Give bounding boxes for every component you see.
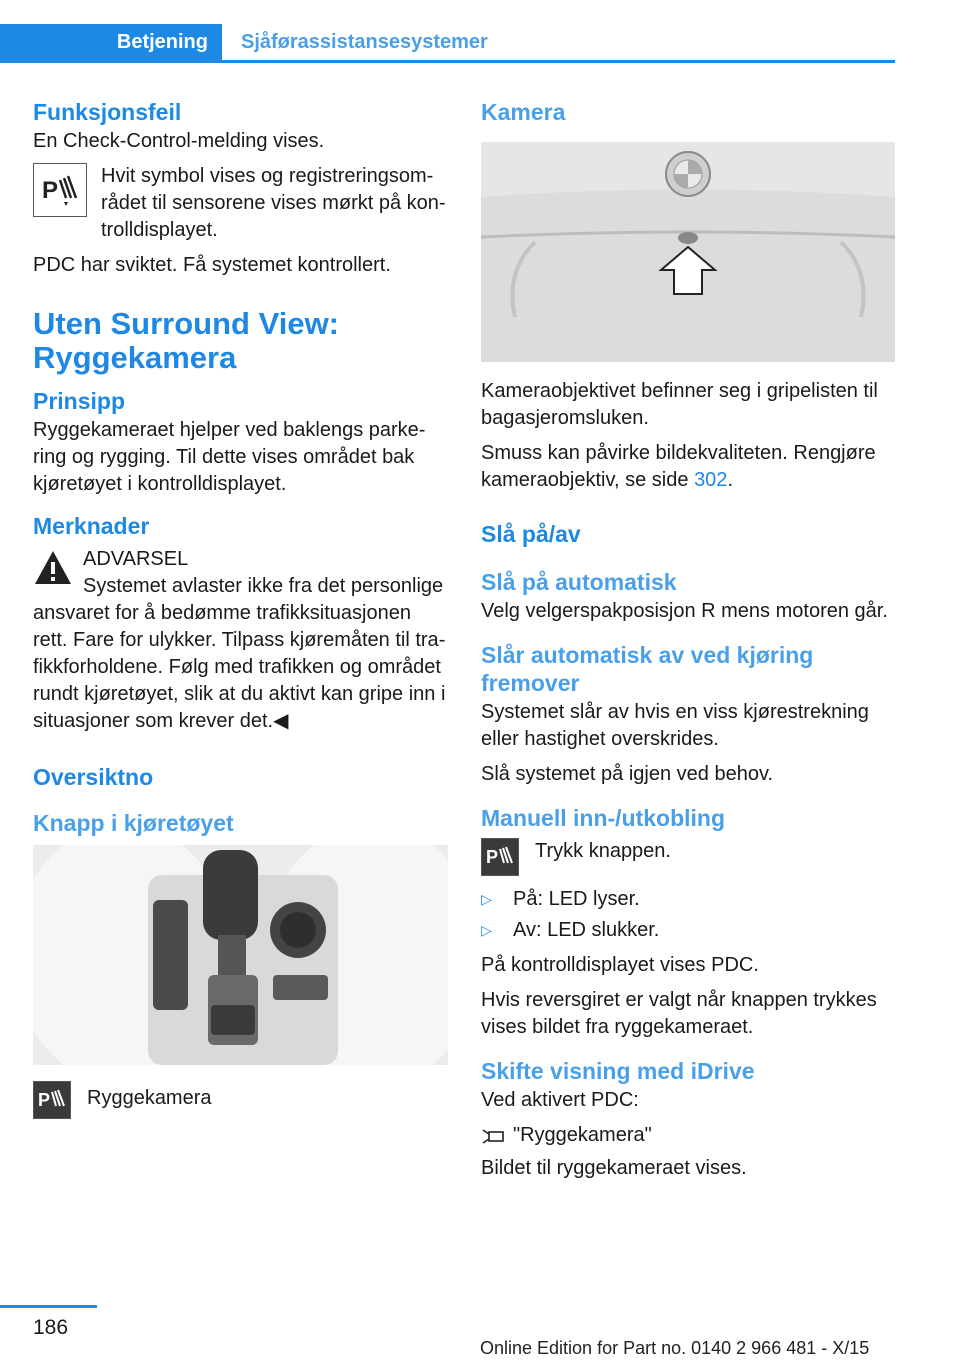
text-trykk-knappen: Trykk knappen. <box>535 840 671 862</box>
heading-merknader: Merknader <box>33 513 150 539</box>
header-tabbar <box>0 24 895 62</box>
pdc-button-icon-right <box>481 838 519 876</box>
text-hvit-symbol: Hvit symbol vises og registreringsområdet til sensorene vises mørkt på kontrolldisplayet. <box>101 165 446 241</box>
warning-triangle-icon <box>33 548 73 588</box>
text-sla-igjen: Slå systemet på igjen ved behov. <box>481 763 774 785</box>
text-ryggekamera-quote[interactable]: "Ryggekamera" <box>513 1124 652 1146</box>
page-number: 186 <box>33 1316 69 1339</box>
left-column <box>33 98 448 1127</box>
header-divider <box>0 60 895 63</box>
footer-divider <box>0 1305 97 1308</box>
ryggekamera-button-row <box>33 1081 448 1119</box>
warning-text: Systemet avlaster ikke fra det personlige ansvaret for å bedømme trafikksituasjonen rett. Fare for ulykker. Tilpass kjøremåten til trafikkforholdene. Følg med trafikken og området rundt kjøretøyet, slik at du aktivt kan gripe inn i situasjoner som krever det.◀ <box>33 575 446 732</box>
tab-betjening[interactable]: Betjening <box>0 24 222 60</box>
svg-text:P: P <box>38 1090 51 1110</box>
text-pdc-vises: På kontrolldisplayet vises PDC. <box>481 954 759 976</box>
trunk-lid-image <box>481 142 895 362</box>
led-list <box>481 886 895 944</box>
pdc-white-icon <box>33 163 87 217</box>
heading-sla-pa-av: Slå på/av <box>481 521 581 547</box>
text-prinsipp: Ryggekameraet hjelper ved baklengs parkering og rygging. Til dette vises området bak kjøretøyet i kontrolldisplayet. <box>33 419 426 495</box>
heading-kamera: Kamera <box>481 99 566 125</box>
list-item: ▷ Av: LED slukker. <box>481 917 895 944</box>
trunk-camera-photo <box>481 142 895 362</box>
center-console-image <box>33 845 448 1065</box>
text-ryggekamera-label: Ryggekamera <box>87 1087 212 1109</box>
warning-block <box>33 546 448 735</box>
text-smuss: Smuss kan påvirke bildekvaliteten. Rengjøre kameraobjektiv, se side 302. <box>481 442 876 491</box>
tab-sjaforassistansesystemer[interactable]: Sjåførassistansesystemer <box>241 30 488 53</box>
heading-prinsipp: Prinsipp <box>33 388 126 414</box>
heading-uten-surround-view: Uten Surround View: Ryggekamera <box>33 306 340 375</box>
pdc-symbol-row <box>33 163 448 244</box>
footer-edition: Online Edition for Part no. 0140 2 966 481 - X/15 <box>480 1338 870 1358</box>
text-check-control: En Check-Control-melding vises. <box>33 130 325 152</box>
heading-skifte-visning: Skifte visning med iDrive <box>481 1058 755 1084</box>
heading-funksjonsfeil: Funksjonsfeil <box>33 99 182 125</box>
ryggekamera-menu-row <box>481 1122 895 1149</box>
trykk-knappen-row <box>481 838 895 876</box>
triangle-bullet-icon: ▷ <box>481 922 492 938</box>
triangle-bullet-icon: ▷ <box>481 891 492 907</box>
svg-text:P: P <box>486 847 499 867</box>
text-hvis-revers: Hvis reversgiret er valgt når knappen trykkes vises bildet fra ryggekameraet. <box>481 989 877 1038</box>
text-ved-aktivert: Ved aktivert PDC: <box>481 1089 639 1111</box>
warning-title: ADVARSEL <box>83 548 189 570</box>
text-velg: Velg velgerspakposisjon R mens motoren går. <box>481 600 888 622</box>
right-column <box>481 98 895 1190</box>
list-item: ▷ På: LED lyser. <box>481 886 895 913</box>
heading-sla-pa-automatisk: Slå på automatisk <box>481 569 677 595</box>
heading-oversiktno: Oversiktno <box>33 764 154 790</box>
pdc-button-icon <box>33 1081 71 1119</box>
text-systemet-slar: Systemet slår av hvis en viss kjørestrekning eller hastighet overskrides. <box>481 701 869 750</box>
heading-manuell: Manuell inn-/utkobling <box>481 805 726 831</box>
text-kameraobjektivet: Kameraobjektivet befinner seg i gripelisten til bagasjeromsluken. <box>481 380 878 429</box>
text-bildet: Bildet til ryggekameraet vises. <box>481 1157 747 1179</box>
svg-text:P: P <box>42 177 59 204</box>
console-photo <box>33 845 448 1065</box>
rear-camera-icon <box>481 1126 507 1146</box>
heading-knapp-i-kjoretoyet: Knapp i kjøretøyet <box>33 810 234 836</box>
page-link-302[interactable]: 302 <box>694 469 728 491</box>
text-pdc-sviktet: PDC har sviktet. Få systemet kontrollert. <box>33 254 391 276</box>
heading-slar-automatisk-av: Slår automatisk av ved kjøring fremover <box>481 642 814 696</box>
